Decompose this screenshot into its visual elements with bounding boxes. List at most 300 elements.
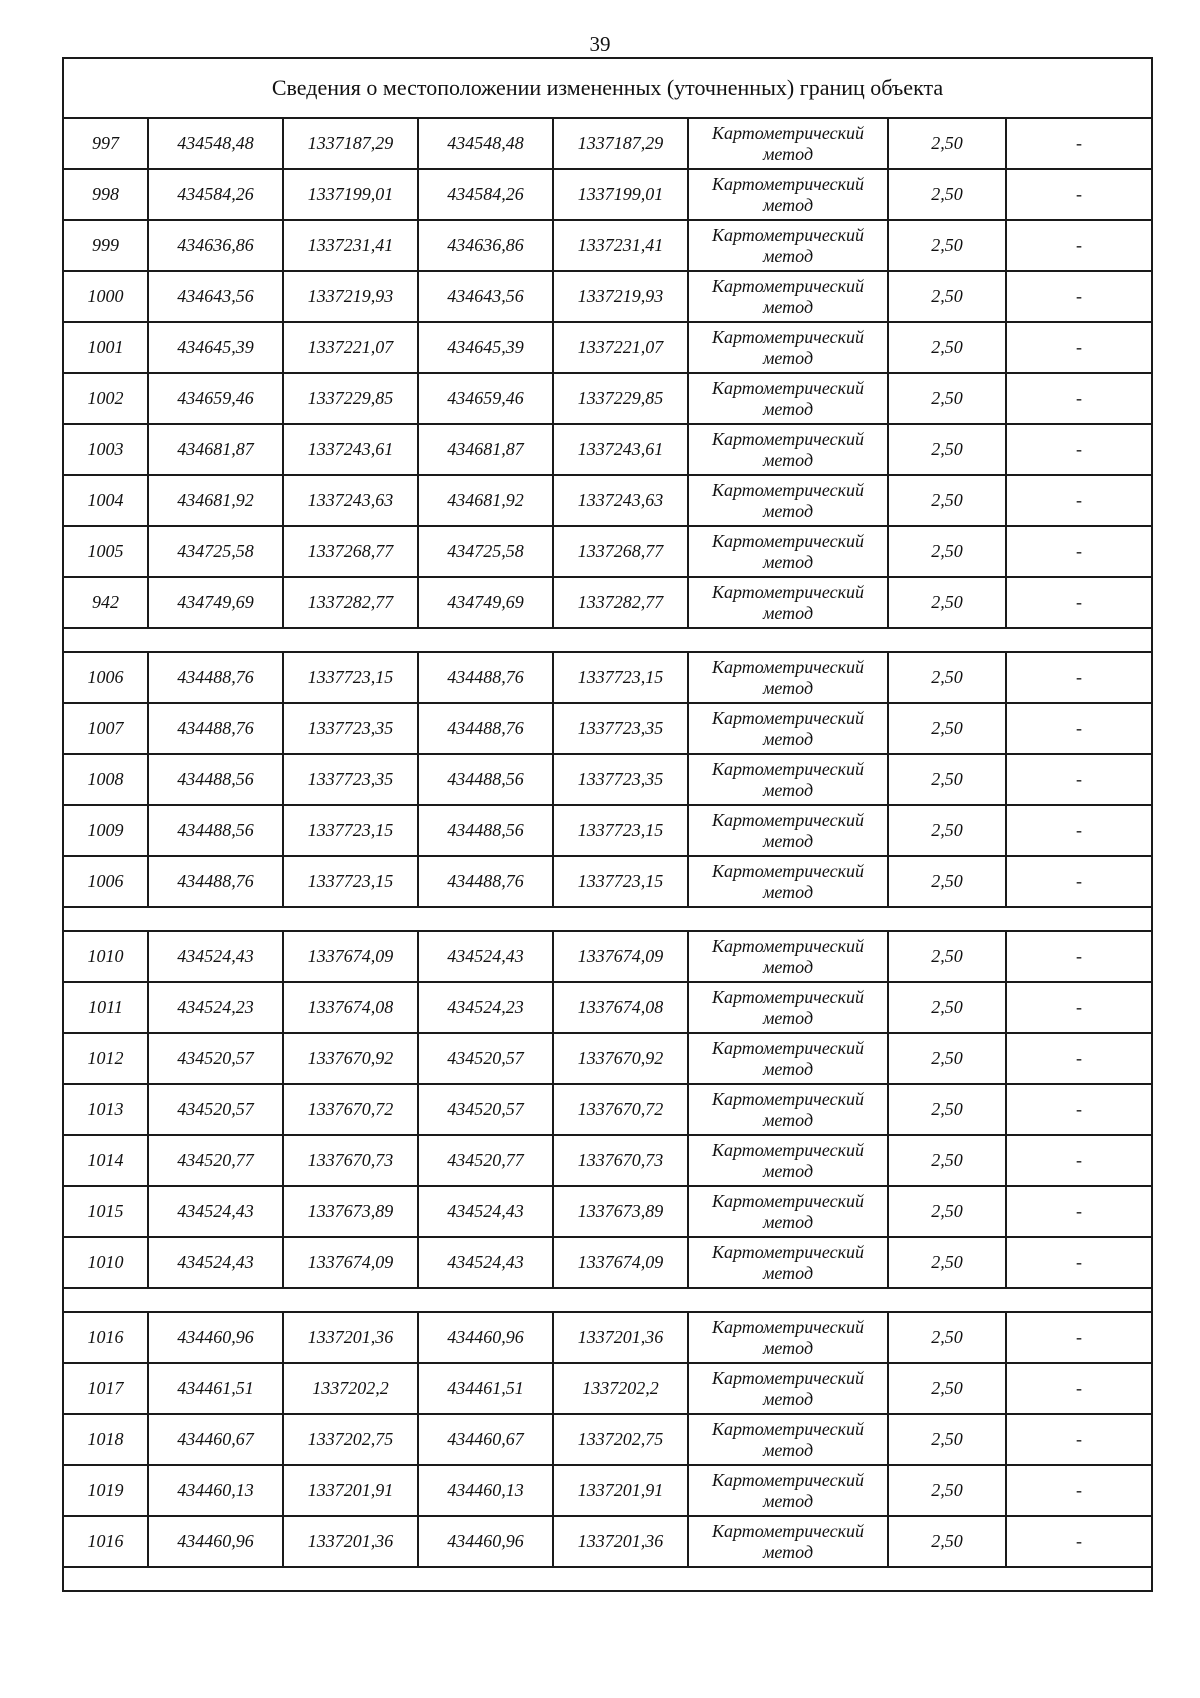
y-new-cell: 1337229,85 [553,373,688,424]
accuracy-cell: 2,50 [888,1237,1006,1288]
accuracy-cell: 2,50 [888,271,1006,322]
method-cell [688,1516,888,1567]
x-old-cell: 434460,96 [148,1312,283,1363]
method-line-2: метод [762,1058,814,1079]
description-cell: - [1006,1033,1152,1084]
method-line-2: метод [762,1541,814,1562]
table-row [63,1186,1152,1237]
method-line-1: Картометрический [711,1190,864,1211]
method-line-2: метод [762,194,814,215]
group-separator-row [63,1288,1152,1312]
point-number-cell: 1015 [63,1186,148,1237]
y-old-cell: 1337201,36 [283,1516,418,1567]
group-separator-row [63,907,1152,931]
point-number-cell: 999 [63,220,148,271]
method-line-2: метод [762,956,814,977]
point-number-cell: 1007 [63,703,148,754]
x-new-cell: 434524,43 [418,1186,553,1237]
description-cell: - [1006,703,1152,754]
x-old-cell: 434461,51 [148,1363,283,1414]
x-old-cell: 434520,77 [148,1135,283,1186]
point-number-cell: 1019 [63,1465,148,1516]
description-cell: - [1006,1135,1152,1186]
point-number-cell: 1004 [63,475,148,526]
point-number-cell: 942 [63,577,148,628]
x-new-cell: 434659,46 [418,373,553,424]
method-line-2: метод [762,143,814,164]
method-line-1: Картометрический [711,809,864,830]
point-number-cell: 1017 [63,1363,148,1414]
method-cell [688,1084,888,1135]
y-old-cell: 1337674,08 [283,982,418,1033]
x-old-cell: 434548,48 [148,118,283,169]
x-old-cell: 434488,76 [148,856,283,907]
y-new-cell: 1337202,2 [553,1363,688,1414]
method-cell [688,526,888,577]
x-old-cell: 434584,26 [148,169,283,220]
method-line-2: метод [762,449,814,470]
method-cell [688,271,888,322]
description-cell: - [1006,652,1152,703]
x-old-cell: 434681,92 [148,475,283,526]
y-old-cell: 1337674,09 [283,1237,418,1288]
table-row [63,931,1152,982]
method-line-1: Картометрический [711,1316,864,1337]
x-old-cell: 434524,23 [148,982,283,1033]
group-separator [63,628,1152,652]
y-old-cell: 1337670,73 [283,1135,418,1186]
description-cell: - [1006,931,1152,982]
y-new-cell: 1337221,07 [553,322,688,373]
method-cell [688,805,888,856]
x-old-cell: 434725,58 [148,526,283,577]
y-new-cell: 1337219,93 [553,271,688,322]
method-line-1: Картометрический [711,122,864,143]
x-old-cell: 434524,43 [148,1237,283,1288]
x-new-cell: 434520,77 [418,1135,553,1186]
y-new-cell: 1337723,35 [553,703,688,754]
group-separator-row [63,1567,1152,1591]
accuracy-cell: 2,50 [888,118,1006,169]
y-old-cell: 1337187,29 [283,118,418,169]
table-row [63,1312,1152,1363]
method-line-2: метод [762,602,814,623]
method-line-2: метод [762,551,814,572]
point-number-cell: 1012 [63,1033,148,1084]
method-line-1: Картометрический [711,1241,864,1262]
accuracy-cell: 2,50 [888,322,1006,373]
point-number-cell: 1006 [63,652,148,703]
y-old-cell: 1337673,89 [283,1186,418,1237]
point-number-cell: 1013 [63,1084,148,1135]
table-row [63,424,1152,475]
y-new-cell: 1337670,92 [553,1033,688,1084]
method-line-1: Картометрический [711,656,864,677]
method-line-1: Картометрический [711,1367,864,1388]
x-new-cell: 434520,57 [418,1084,553,1135]
method-cell [688,220,888,271]
table-row [63,1033,1152,1084]
y-new-cell: 1337723,15 [553,652,688,703]
x-old-cell: 434749,69 [148,577,283,628]
x-old-cell: 434488,56 [148,805,283,856]
method-line-1: Картометрический [711,479,864,500]
x-old-cell: 434488,76 [148,652,283,703]
accuracy-cell: 2,50 [888,1465,1006,1516]
table-row [63,322,1152,373]
method-cell [688,1186,888,1237]
y-new-cell: 1337723,15 [553,856,688,907]
table-row [63,805,1152,856]
point-number-cell: 1000 [63,271,148,322]
method-line-1: Картометрический [711,1139,864,1160]
accuracy-cell: 2,50 [888,220,1006,271]
method-line-2: метод [762,1337,814,1358]
y-new-cell: 1337202,75 [553,1414,688,1465]
x-old-cell: 434681,87 [148,424,283,475]
x-new-cell: 434584,26 [418,169,553,220]
point-number-cell: 1005 [63,526,148,577]
y-new-cell: 1337673,89 [553,1186,688,1237]
point-number-cell: 1014 [63,1135,148,1186]
method-cell [688,931,888,982]
point-number-cell: 1016 [63,1516,148,1567]
x-new-cell: 434725,58 [418,526,553,577]
accuracy-cell: 2,50 [888,475,1006,526]
y-new-cell: 1337243,63 [553,475,688,526]
x-old-cell: 434645,39 [148,322,283,373]
x-old-cell: 434643,56 [148,271,283,322]
method-line-1: Картометрический [711,275,864,296]
method-cell [688,373,888,424]
point-number-cell: 1003 [63,424,148,475]
y-old-cell: 1337202,75 [283,1414,418,1465]
point-number-cell: 997 [63,118,148,169]
description-cell: - [1006,220,1152,271]
x-new-cell: 434636,86 [418,220,553,271]
accuracy-cell: 2,50 [888,1312,1006,1363]
method-cell [688,1135,888,1186]
y-new-cell: 1337674,08 [553,982,688,1033]
x-new-cell: 434488,56 [418,754,553,805]
method-line-1: Картометрический [711,173,864,194]
accuracy-cell: 2,50 [888,577,1006,628]
table-row [63,1135,1152,1186]
y-new-cell: 1337187,29 [553,118,688,169]
y-old-cell: 1337243,63 [283,475,418,526]
accuracy-cell: 2,50 [888,1516,1006,1567]
group-separator [63,907,1152,931]
accuracy-cell: 2,50 [888,424,1006,475]
method-line-2: метод [762,245,814,266]
table-row [63,118,1152,169]
y-old-cell: 1337202,2 [283,1363,418,1414]
point-number-cell: 1010 [63,931,148,982]
table-row [63,526,1152,577]
accuracy-cell: 2,50 [888,805,1006,856]
table-row [63,169,1152,220]
y-old-cell: 1337201,36 [283,1312,418,1363]
x-old-cell: 434520,57 [148,1033,283,1084]
point-number-cell: 1001 [63,322,148,373]
accuracy-cell: 2,50 [888,169,1006,220]
x-new-cell: 434548,48 [418,118,553,169]
y-old-cell: 1337201,91 [283,1465,418,1516]
table-title: Сведения о местоположении измененных (уточненных) границ объекта [63,58,1152,118]
point-number-cell: 1002 [63,373,148,424]
table-title-row [63,58,1152,118]
x-new-cell: 434488,56 [418,805,553,856]
accuracy-cell: 2,50 [888,1135,1006,1186]
method-line-1: Картометрический [711,326,864,347]
accuracy-cell: 2,50 [888,856,1006,907]
table-row [63,856,1152,907]
x-new-cell: 434488,76 [418,856,553,907]
description-cell: - [1006,1465,1152,1516]
method-line-2: метод [762,398,814,419]
y-old-cell: 1337243,61 [283,424,418,475]
description-cell: - [1006,1363,1152,1414]
method-cell [688,652,888,703]
description-cell: - [1006,1186,1152,1237]
method-line-2: метод [762,830,814,851]
accuracy-cell: 2,50 [888,982,1006,1033]
x-new-cell: 434461,51 [418,1363,553,1414]
x-old-cell: 434460,67 [148,1414,283,1465]
x-new-cell: 434645,39 [418,322,553,373]
method-line-1: Картометрический [711,758,864,779]
y-new-cell: 1337201,36 [553,1312,688,1363]
table-row [63,220,1152,271]
x-old-cell: 434488,56 [148,754,283,805]
y-new-cell: 1337674,09 [553,931,688,982]
method-line-2: метод [762,1007,814,1028]
method-cell [688,169,888,220]
method-line-2: метод [762,1439,814,1460]
group-separator-row [63,628,1152,652]
description-cell: - [1006,322,1152,373]
group-separator [63,1567,1152,1591]
table-row [63,1516,1152,1567]
accuracy-cell: 2,50 [888,1084,1006,1135]
y-old-cell: 1337723,15 [283,652,418,703]
description-cell: - [1006,1237,1152,1288]
table-row [63,1237,1152,1288]
y-new-cell: 1337231,41 [553,220,688,271]
y-new-cell: 1337723,15 [553,805,688,856]
method-line-1: Картометрический [711,1520,864,1541]
method-line-1: Картометрический [711,377,864,398]
method-line-1: Картометрический [711,935,864,956]
description-cell: - [1006,373,1152,424]
description-cell: - [1006,271,1152,322]
description-cell: - [1006,856,1152,907]
method-line-2: метод [762,500,814,521]
description-cell: - [1006,1414,1152,1465]
x-new-cell: 434643,56 [418,271,553,322]
method-line-1: Картометрический [711,1037,864,1058]
description-cell: - [1006,424,1152,475]
accuracy-cell: 2,50 [888,1414,1006,1465]
point-number-cell: 1016 [63,1312,148,1363]
method-line-2: метод [762,728,814,749]
accuracy-cell: 2,50 [888,1363,1006,1414]
y-old-cell: 1337723,35 [283,754,418,805]
method-cell [688,1312,888,1363]
method-line-2: метод [762,779,814,800]
method-cell [688,982,888,1033]
page-number: 39 [589,32,611,56]
x-old-cell: 434488,76 [148,703,283,754]
method-line-2: метод [762,1262,814,1283]
x-old-cell: 434520,57 [148,1084,283,1135]
method-cell [688,1033,888,1084]
description-cell: - [1006,118,1152,169]
x-new-cell: 434681,92 [418,475,553,526]
table-row [63,1363,1152,1414]
description-cell: - [1006,1312,1152,1363]
y-new-cell: 1337282,77 [553,577,688,628]
method-line-1: Картометрический [711,1469,864,1490]
point-number-cell: 1010 [63,1237,148,1288]
accuracy-cell: 2,50 [888,1033,1006,1084]
x-new-cell: 434524,43 [418,931,553,982]
method-line-1: Картометрический [711,1088,864,1109]
x-new-cell: 434488,76 [418,652,553,703]
method-cell [688,424,888,475]
point-number-cell: 1011 [63,982,148,1033]
x-old-cell: 434659,46 [148,373,283,424]
point-number-cell: 1006 [63,856,148,907]
description-cell: - [1006,805,1152,856]
y-old-cell: 1337723,35 [283,703,418,754]
method-line-2: метод [762,1160,814,1181]
table-row [63,475,1152,526]
method-line-2: метод [762,1490,814,1511]
y-old-cell: 1337670,92 [283,1033,418,1084]
x-old-cell: 434636,86 [148,220,283,271]
table-row [63,703,1152,754]
y-new-cell: 1337243,61 [553,424,688,475]
y-new-cell: 1337201,36 [553,1516,688,1567]
point-number-cell: 1008 [63,754,148,805]
method-line-1: Картометрический [711,581,864,602]
x-new-cell: 434460,67 [418,1414,553,1465]
accuracy-cell: 2,50 [888,703,1006,754]
y-old-cell: 1337231,41 [283,220,418,271]
method-cell [688,1414,888,1465]
method-line-2: метод [762,296,814,317]
point-number-cell: 1018 [63,1414,148,1465]
method-cell [688,1465,888,1516]
method-line-1: Картометрический [711,1418,864,1439]
y-new-cell: 1337670,72 [553,1084,688,1135]
y-old-cell: 1337723,15 [283,856,418,907]
method-cell [688,577,888,628]
table-row [63,754,1152,805]
x-old-cell: 434524,43 [148,931,283,982]
method-line-2: метод [762,677,814,698]
y-old-cell: 1337670,72 [283,1084,418,1135]
boundary-table [62,57,1153,1592]
y-new-cell: 1337199,01 [553,169,688,220]
y-old-cell: 1337219,93 [283,271,418,322]
y-old-cell: 1337229,85 [283,373,418,424]
y-old-cell: 1337199,01 [283,169,418,220]
table-row [63,577,1152,628]
description-cell: - [1006,169,1152,220]
accuracy-cell: 2,50 [888,931,1006,982]
x-new-cell: 434524,23 [418,982,553,1033]
method-cell [688,703,888,754]
table-row [63,373,1152,424]
table-row [63,1414,1152,1465]
accuracy-cell: 2,50 [888,373,1006,424]
method-line-1: Картометрический [711,707,864,728]
method-line-2: метод [762,1109,814,1130]
y-new-cell: 1337723,35 [553,754,688,805]
point-number-cell: 998 [63,169,148,220]
y-old-cell: 1337282,77 [283,577,418,628]
method-line-1: Картометрический [711,224,864,245]
description-cell: - [1006,754,1152,805]
x-new-cell: 434520,57 [418,1033,553,1084]
accuracy-cell: 2,50 [888,526,1006,577]
x-new-cell: 434749,69 [418,577,553,628]
x-new-cell: 434681,87 [418,424,553,475]
method-line-1: Картометрический [711,986,864,1007]
x-old-cell: 434524,43 [148,1186,283,1237]
y-new-cell: 1337670,73 [553,1135,688,1186]
y-old-cell: 1337723,15 [283,805,418,856]
x-new-cell: 434460,13 [418,1465,553,1516]
method-cell [688,118,888,169]
x-old-cell: 434460,13 [148,1465,283,1516]
method-cell [688,322,888,373]
x-new-cell: 434488,76 [418,703,553,754]
description-cell: - [1006,1084,1152,1135]
method-line-2: метод [762,347,814,368]
method-line-1: Картометрический [711,428,864,449]
x-new-cell: 434460,96 [418,1516,553,1567]
y-old-cell: 1337221,07 [283,322,418,373]
method-line-1: Картометрический [711,530,864,551]
method-cell [688,475,888,526]
x-new-cell: 434524,43 [418,1237,553,1288]
description-cell: - [1006,577,1152,628]
accuracy-cell: 2,50 [888,652,1006,703]
method-cell [688,856,888,907]
table-row [63,982,1152,1033]
table-row [63,1084,1152,1135]
description-cell: - [1006,475,1152,526]
method-cell [688,1237,888,1288]
y-new-cell: 1337201,91 [553,1465,688,1516]
x-old-cell: 434460,96 [148,1516,283,1567]
description-cell: - [1006,1516,1152,1567]
table-row [63,1465,1152,1516]
accuracy-cell: 2,50 [888,1186,1006,1237]
method-line-1: Картометрический [711,860,864,881]
table-row [63,652,1152,703]
y-new-cell: 1337268,77 [553,526,688,577]
point-number-cell: 1009 [63,805,148,856]
x-new-cell: 434460,96 [418,1312,553,1363]
group-separator [63,1288,1152,1312]
description-cell: - [1006,526,1152,577]
method-line-2: метод [762,1211,814,1232]
method-cell [688,1363,888,1414]
